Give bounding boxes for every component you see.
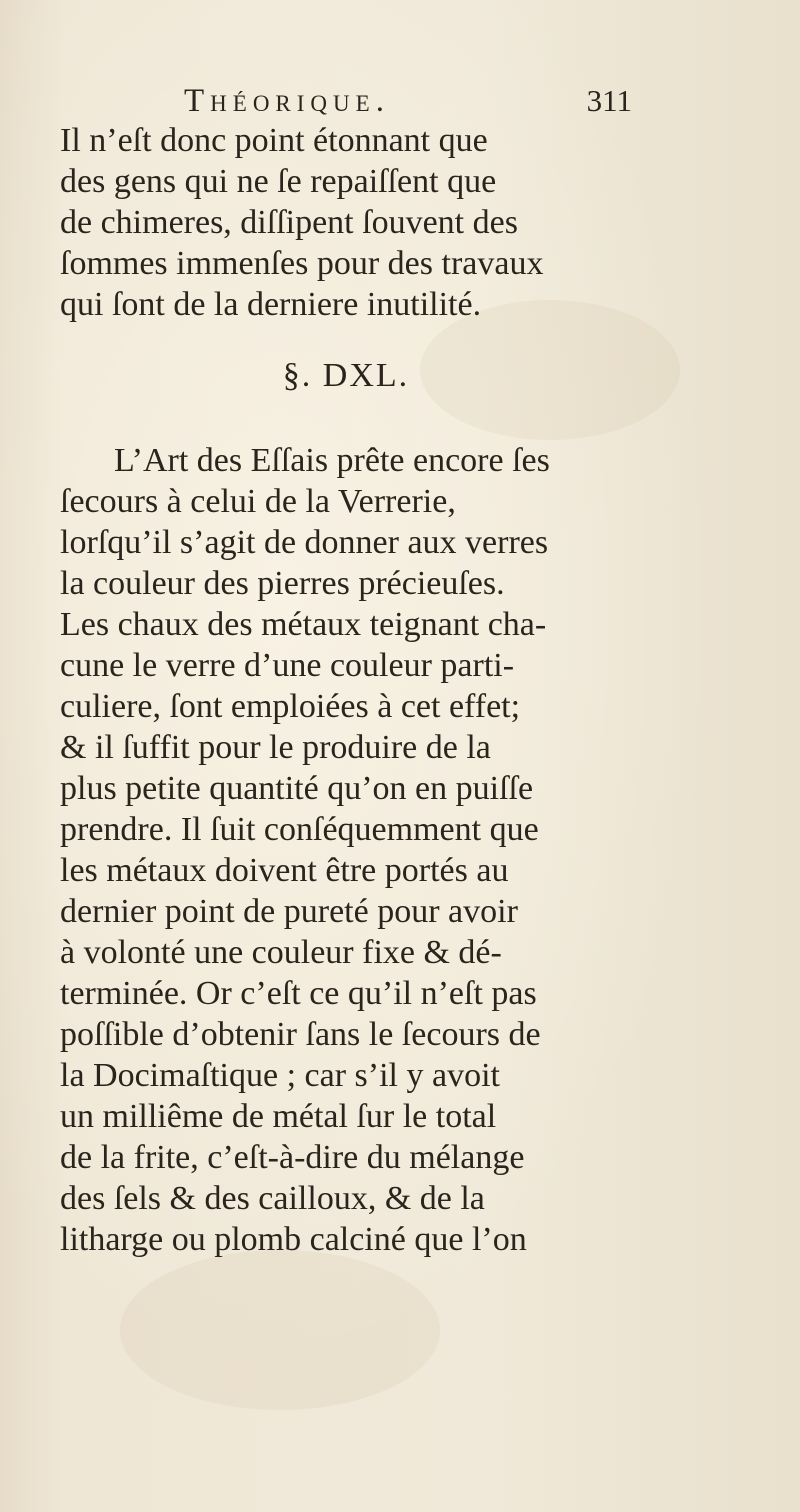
text-line: culiere, ſont emploiées à cet effet; [60, 688, 521, 725]
text-line: de chimeres, diſſipent ſouvent des [60, 204, 518, 241]
paper-stain [120, 1250, 440, 1410]
text-line: des ſels & des cailloux, & de la [60, 1180, 485, 1217]
text-line: plus petite quantité qu’on en puiſſe [60, 770, 534, 807]
text-line: ſecours à celui de la Verrerie, [60, 483, 456, 520]
text-line: L’Art des Eſſais prête encore ſes [114, 442, 550, 479]
paragraph-1 [60, 120, 632, 325]
text-line: la couleur des pierres précieuſes. [60, 565, 505, 602]
text-line: prendre. Il ſuit conſéquemment que [60, 811, 539, 848]
text-line: la Docimaſtique ; car s’il y avoit [60, 1057, 500, 1094]
text-line: Il n’eſt donc point étonnant que [60, 122, 488, 159]
text-line: lorſqu’il s’agit de donner aux verres [60, 524, 549, 561]
section-heading: §. DXL. [282, 357, 410, 394]
text-line: Les chaux des métaux teignant cha- [60, 606, 547, 643]
text-line: les métaux doivent être portés au [60, 852, 509, 889]
text-line: à volonté une couleur fixe & dé- [60, 934, 502, 971]
paragraph-2 [60, 440, 632, 1260]
text-line: & il ſuffit pour le produire de la [60, 729, 491, 766]
text-line: poſſible d’obtenir ſans le ſecours de [60, 1016, 541, 1053]
text-line: cune le verre d’une couleur parti- [60, 647, 515, 684]
running-title: Théorique. [184, 83, 390, 119]
text-line: dernier point de pureté pour avoir [60, 893, 518, 930]
text-line: de la frite, c’eſt-à-dire du mélange [60, 1139, 525, 1176]
page-number: 311 [586, 83, 632, 118]
running-head [60, 78, 632, 124]
text-line: terminée. Or c’eſt ce qu’il n’eſt pas [60, 975, 537, 1012]
text-line: des gens qui ne ſe repaiſſent que [60, 163, 497, 200]
text-line: un milliême de métal ſur le total [60, 1098, 497, 1135]
text-line: qui ſont de la derniere inutilité. [60, 286, 482, 323]
text-line: litharge ou plomb calciné que l’on [60, 1221, 527, 1258]
text-line: ſommes immenſes pour des travaux [60, 245, 544, 282]
